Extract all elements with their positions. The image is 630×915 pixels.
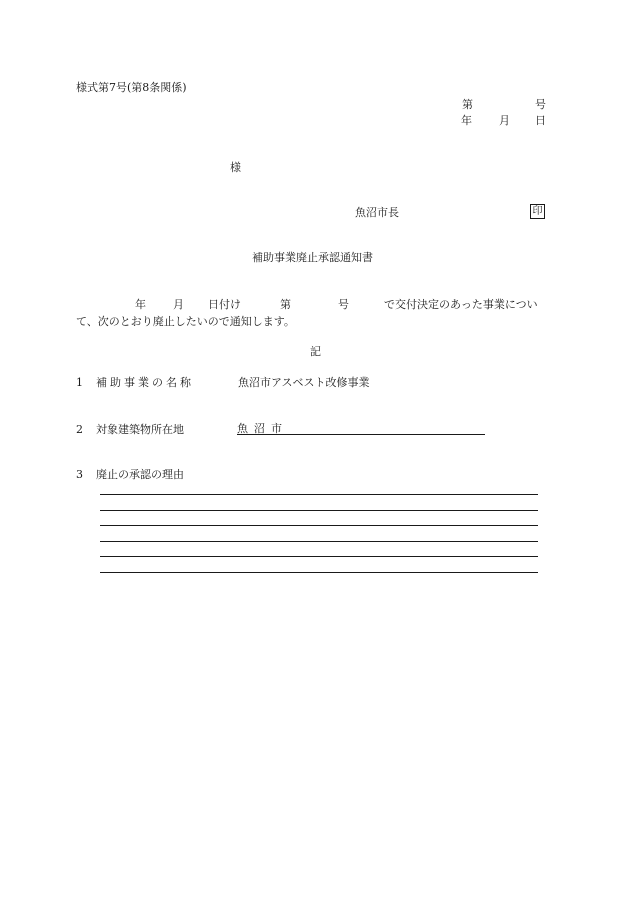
reason-line (100, 572, 538, 573)
seal-box: 印 (530, 204, 545, 219)
item-value-project-name: 魚沼市アスベスト改修事業 (238, 376, 370, 389)
body-number-suffix: 号 (338, 298, 349, 311)
date-day-label: 日 (535, 114, 546, 127)
body-year-label: 年 (135, 298, 146, 311)
form-label: 様式第7号(第8条関係) (76, 81, 187, 94)
item-label-project-name: 補助事業の名称 (96, 376, 194, 389)
issuer-name: 魚沼市長 (355, 206, 399, 219)
recipient-honorific: 様 (230, 161, 241, 174)
item-label-building-location: 対象建築物所在地 (96, 423, 184, 436)
location-underline (237, 434, 485, 435)
reason-line (100, 541, 538, 542)
reason-line (100, 510, 538, 511)
body-number-prefix: 第 (280, 298, 291, 311)
item-number: 2 (76, 423, 83, 436)
document-number-prefix: 第 (462, 98, 473, 111)
document-title: 補助事業廃止承認通知書 (252, 251, 373, 264)
item-number: 1 (76, 376, 83, 389)
reason-line (100, 494, 538, 495)
ki-heading: 記 (310, 345, 321, 358)
body-text-line2: て、次のとおり廃止したいので通知します。 (76, 315, 295, 328)
document-number-suffix: 号 (535, 98, 546, 111)
date-year-label: 年 (461, 114, 472, 127)
reason-line (100, 525, 538, 526)
body-date-label: 日付け (208, 298, 241, 311)
item-number: 3 (76, 468, 83, 481)
body-text-line1: で交付決定のあった事業につい (384, 298, 538, 311)
date-month-label: 月 (499, 114, 510, 127)
body-month-label: 月 (173, 298, 184, 311)
reason-line (100, 556, 538, 557)
item-label-abolition-reason: 廃止の承認の理由 (96, 468, 184, 481)
item-value-building-location: 魚沼市 (237, 422, 288, 435)
